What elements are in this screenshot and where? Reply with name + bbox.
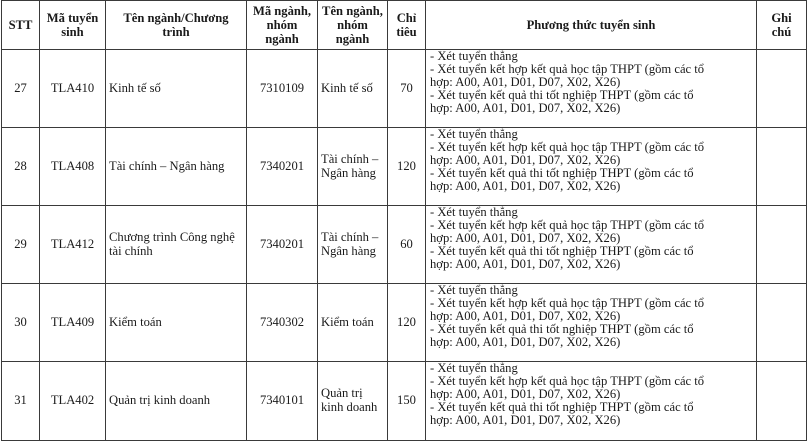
method-line: hợp: A00, A01, D01, D07, X02, X26): [430, 153, 621, 168]
cell-ma-nganh: 7340302: [247, 284, 318, 362]
cell-ma-tuyen-sinh: TLA409: [40, 284, 106, 362]
cell-chi-tieu: 60: [388, 206, 426, 284]
header-ma-tuyen-sinh: Mã tuyển sinh: [40, 1, 106, 50]
cell-ma-tuyen-sinh: TLA412: [40, 206, 106, 284]
cell-ma-nganh: 7340201: [247, 206, 318, 284]
method-line: - Xét tuyển thẳng: [430, 283, 518, 297]
cell-stt: 28: [2, 128, 40, 206]
cell-stt: 30: [2, 284, 40, 362]
cell-phuong-thuc: [426, 128, 757, 206]
header-row: [2, 1, 807, 50]
cell-ghi-chu: [757, 206, 807, 284]
cell-ten-nganh: Kinh tế số: [106, 50, 247, 128]
table-row: [2, 128, 807, 206]
method-line: hợp: A00, A01, D01, D07, X02, X26): [430, 101, 621, 116]
method-line: hợp: A00, A01, D01, D07, X02, X26): [430, 413, 621, 428]
cell-phuong-thuc: [426, 284, 757, 362]
header-chi-tieu: Chỉ tiêu: [388, 1, 426, 50]
cell-stt: 31: [2, 362, 40, 441]
cell-ten-nhom-nganh: Tài chính – Ngân hàng: [318, 206, 388, 284]
cell-ma-nganh: 7340101: [247, 362, 318, 441]
method-line: hợp: A00, A01, D01, D07, X02, X26): [430, 309, 621, 324]
header-ten-nhom-nganh: Tên ngành, nhóm ngành: [318, 1, 388, 50]
method-line: hợp: A00, A01, D01, D07, X02, X26): [430, 335, 621, 350]
table-row: [2, 284, 807, 362]
method-line: hợp: A00, A01, D01, D07, X02, X26): [430, 231, 621, 246]
method-line: hợp: A00, A01, D01, D07, X02, X26): [430, 257, 621, 272]
table-row: [2, 206, 807, 284]
method-line: - Xét tuyển kết hợp kết quả học tập THPT (gồm các tổ: [430, 218, 705, 233]
table-row: [2, 50, 807, 128]
cell-ghi-chu: [757, 284, 807, 362]
cell-ten-nhom-nganh: Kiểm toán: [318, 284, 388, 362]
method-line: hợp: A00, A01, D01, D07, X02, X26): [430, 387, 621, 402]
method-line: - Xét tuyển kết quả thi tốt nghiệp THPT (gồm các tổ: [430, 244, 694, 259]
method-line: hợp: A00, A01, D01, D07, X02, X26): [430, 179, 621, 194]
header-phuong-thuc: Phương thức tuyển sinh: [426, 1, 757, 50]
method-line: - Xét tuyển kết hợp kết quả học tập THPT (gồm các tổ: [430, 296, 705, 311]
cell-ten-nganh: Tài chính – Ngân hàng: [106, 128, 247, 206]
cell-chi-tieu: 70: [388, 50, 426, 128]
cell-ghi-chu: [757, 128, 807, 206]
method-line: - Xét tuyển thẳng: [430, 361, 518, 375]
cell-stt: 29: [2, 206, 40, 284]
method-line: - Xét tuyển kết quả thi tốt nghiệp THPT (gồm các tổ: [430, 166, 694, 181]
method-line: - Xét tuyển kết quả thi tốt nghiệp THPT (gồm các tổ: [430, 400, 694, 415]
method-line: - Xét tuyển kết hợp kết quả học tập THPT (gồm các tổ: [430, 62, 705, 77]
cell-ma-nganh: 7310109: [247, 50, 318, 128]
cell-ten-nhom-nganh: Tài chính – Ngân hàng: [318, 128, 388, 206]
header-ten-nganh: Tên ngành/Chương trình: [106, 1, 247, 50]
header-stt: STT: [2, 1, 40, 50]
method-line: - Xét tuyển thẳng: [430, 49, 518, 63]
cell-ten-nganh: Chương trình Công nghệ tài chính: [106, 206, 247, 284]
cell-ghi-chu: [757, 362, 807, 441]
cell-ma-nganh: 7340201: [247, 128, 318, 206]
method-line: - Xét tuyển kết quả thi tốt nghiệp THPT (gồm các tổ: [430, 322, 694, 337]
cell-ten-nganh: Kiểm toán: [106, 284, 247, 362]
cell-stt: 27: [2, 50, 40, 128]
method-line: - Xét tuyển thẳng: [430, 127, 518, 141]
cell-ma-tuyen-sinh: TLA408: [40, 128, 106, 206]
cell-chi-tieu: 120: [388, 128, 426, 206]
cell-ten-nhom-nganh: Quản trị kinh doanh: [318, 362, 388, 441]
table-row: [2, 362, 807, 441]
method-line: - Xét tuyển kết hợp kết quả học tập THPT (gồm các tổ: [430, 140, 705, 155]
cell-ma-tuyen-sinh: TLA402: [40, 362, 106, 441]
cell-phuong-thuc: [426, 206, 757, 284]
header-ghi-chu: Ghi chú: [757, 1, 807, 50]
header-ma-nganh: Mã ngành, nhóm ngành: [247, 1, 318, 50]
cell-ten-nganh: Quản trị kinh doanh: [106, 362, 247, 441]
cell-ten-nhom-nganh: Kinh tế số: [318, 50, 388, 128]
method-line: - Xét tuyển kết quả thi tốt nghiệp THPT (gồm các tổ: [430, 88, 694, 103]
method-line: - Xét tuyển kết hợp kết quả học tập THPT (gồm các tổ: [430, 374, 705, 389]
method-line: hợp: A00, A01, D01, D07, X02, X26): [430, 75, 621, 90]
cell-ma-tuyen-sinh: TLA410: [40, 50, 106, 128]
cell-phuong-thuc: [426, 50, 757, 128]
cell-ghi-chu: [757, 50, 807, 128]
cell-chi-tieu: 150: [388, 362, 426, 441]
admissions-table: [1, 0, 807, 441]
method-line: - Xét tuyển thẳng: [430, 205, 518, 219]
cell-phuong-thuc: [426, 362, 757, 441]
cell-chi-tieu: 120: [388, 284, 426, 362]
